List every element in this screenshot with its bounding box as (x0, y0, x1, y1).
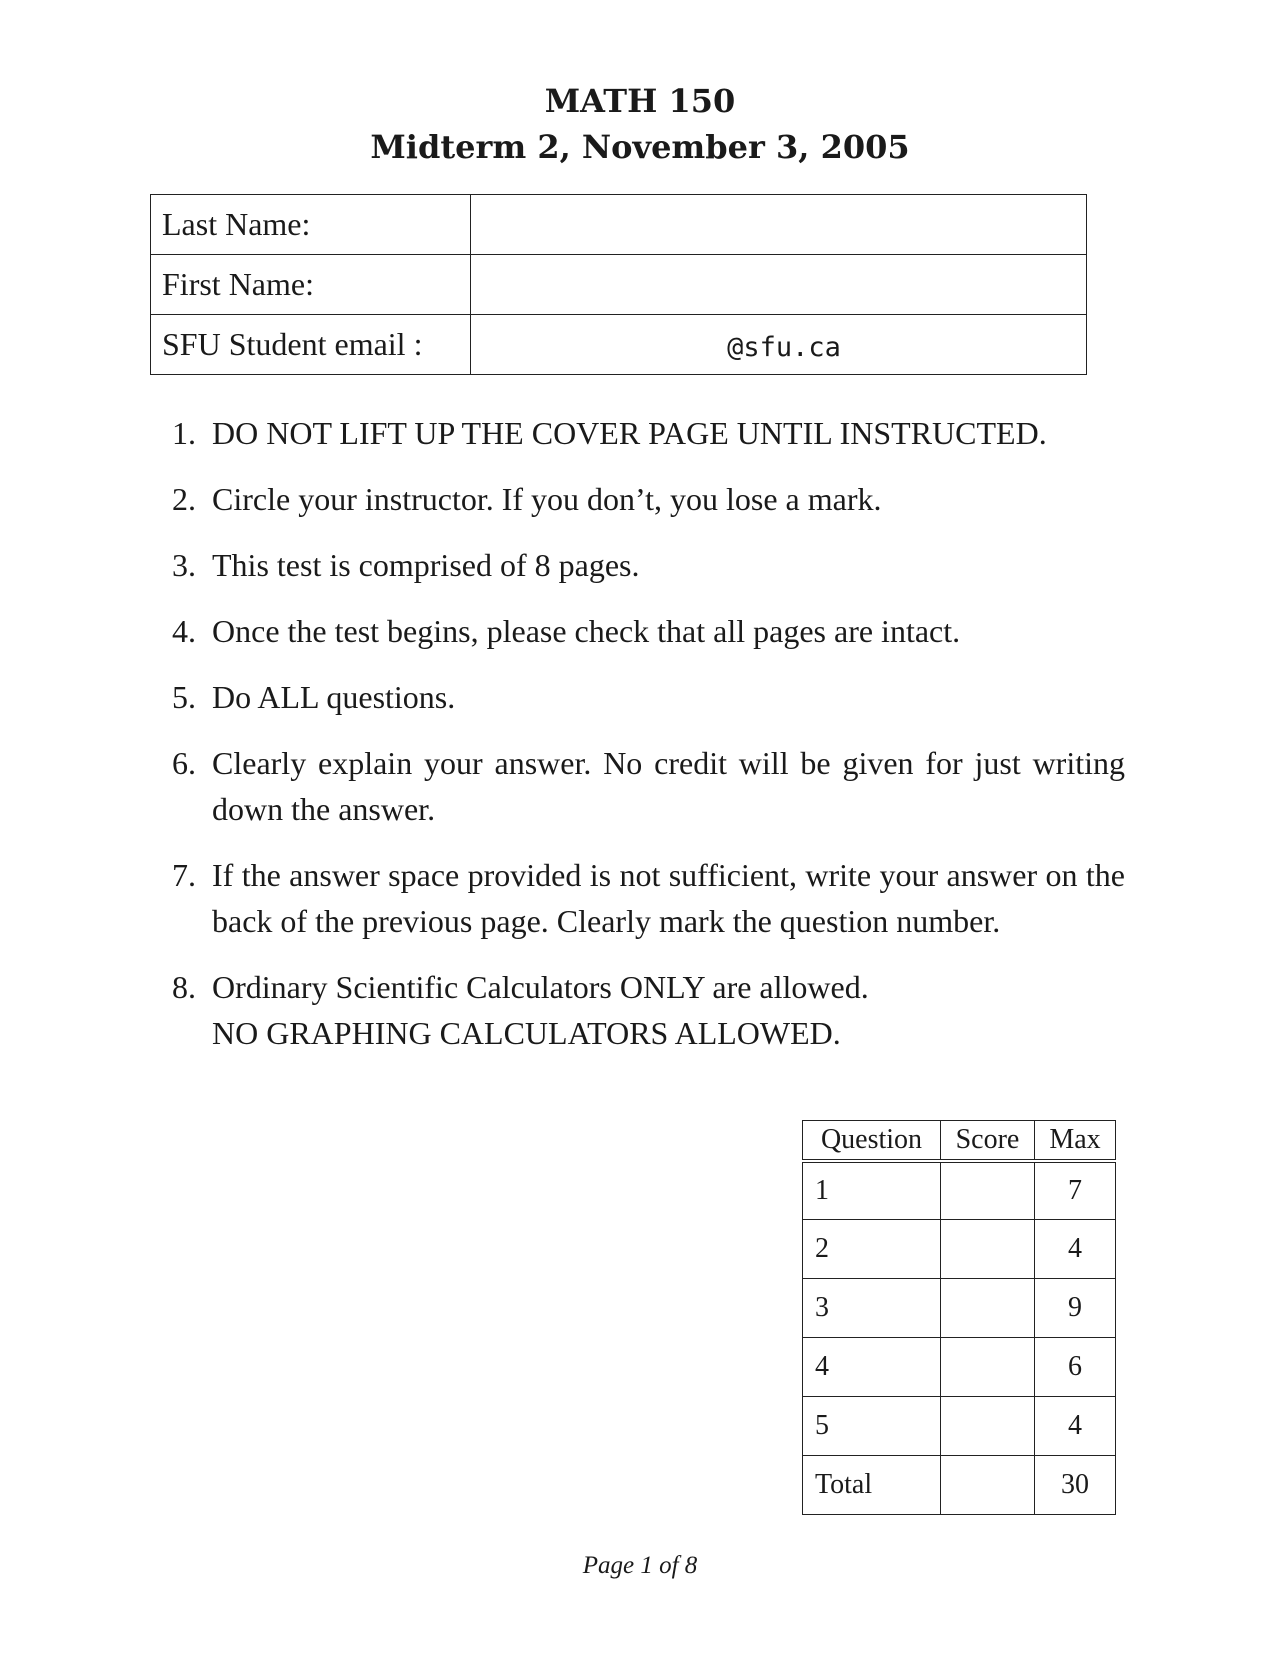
email-label: SFU Student email : (151, 315, 471, 375)
max-cell: 4 (1035, 1397, 1116, 1456)
question-cell: 3 (803, 1279, 941, 1338)
column-header-score: Score (941, 1121, 1035, 1161)
instruction-item (150, 608, 1125, 654)
instruction-text: This test is comprised of 8 pages. (212, 547, 640, 583)
question-cell: 4 (803, 1338, 941, 1397)
page-number: Page 1 of 8 (582, 1552, 698, 1579)
instruction-number: 2. (172, 481, 196, 517)
info-row-last-name (151, 195, 1087, 255)
instruction-text-line-2: NO GRAPHING CALCULATORS ALLOWED. (212, 1015, 841, 1051)
instruction-number: 5. (172, 679, 196, 715)
column-header-max: Max (1035, 1121, 1116, 1161)
score-cell[interactable] (941, 1161, 1035, 1220)
total-max-cell: 30 (1035, 1456, 1116, 1515)
first-name-label: First Name: (151, 255, 471, 315)
instruction-item (150, 542, 1125, 588)
instruction-text: If the answer space provided is not sufficient, write your answer on the back of the previous page. Clearly mark the question number. (212, 857, 1125, 939)
instruction-text: Do ALL questions. (212, 679, 456, 715)
instruction-number: 6. (172, 745, 196, 781)
table-row (803, 1397, 1116, 1456)
instruction-item (150, 476, 1125, 522)
table-row (803, 1279, 1116, 1338)
max-cell: 4 (1035, 1220, 1116, 1279)
max-cell: 9 (1035, 1279, 1116, 1338)
instruction-number: 1. (172, 415, 196, 451)
instruction-number: 8. (172, 969, 196, 1005)
table-row (803, 1161, 1116, 1220)
instruction-number: 3. (172, 547, 196, 583)
max-cell: 7 (1035, 1161, 1116, 1220)
course-title: MATH 150 (544, 82, 736, 120)
info-row-email (151, 315, 1087, 375)
score-cell[interactable] (941, 1279, 1035, 1338)
total-score-cell[interactable] (941, 1456, 1035, 1515)
instruction-item (150, 964, 1125, 1056)
last-name-label: Last Name: (151, 195, 471, 255)
total-row (803, 1456, 1116, 1515)
instruction-number: 7. (172, 857, 196, 893)
info-row-first-name (151, 255, 1087, 315)
question-cell: 1 (803, 1161, 941, 1220)
score-table (802, 1120, 1116, 1515)
instruction-text: Clearly explain your answer. No credit will be given for just writing down the answer. (212, 745, 1125, 827)
instruction-text: Ordinary Scientific Calculators ONLY are allowed. (212, 969, 869, 1005)
instruction-text: Circle your instructor. If you don’t, you lose a mark. (212, 481, 882, 517)
last-name-field[interactable] (471, 195, 1087, 255)
first-name-field[interactable] (471, 255, 1087, 315)
score-cell[interactable] (941, 1338, 1035, 1397)
instruction-text: Once the test begins, please check that all pages are intact. (212, 613, 961, 649)
score-table-header (803, 1121, 1116, 1161)
total-label-cell: Total (803, 1456, 941, 1515)
score-cell[interactable] (941, 1397, 1035, 1456)
instruction-item (150, 852, 1125, 944)
table-row (803, 1338, 1116, 1397)
question-cell: 2 (803, 1220, 941, 1279)
instructions-list (150, 410, 1125, 1076)
instruction-item (150, 410, 1222, 456)
question-cell: 5 (803, 1397, 941, 1456)
instruction-item (150, 674, 1125, 720)
exam-title: Midterm 2, November 3, 2005 (370, 128, 910, 166)
max-cell: 6 (1035, 1338, 1116, 1397)
score-cell[interactable] (941, 1220, 1035, 1279)
table-row (803, 1220, 1116, 1279)
column-header-question: Question (803, 1121, 941, 1161)
instruction-text: DO NOT LIFT UP THE COVER PAGE UNTIL INSTRUCTED. (212, 415, 1047, 451)
email-field[interactable]: @sfu.ca (471, 315, 1087, 375)
instruction-item (150, 740, 1125, 832)
student-info-table (150, 194, 1087, 375)
instruction-number: 4. (172, 613, 196, 649)
